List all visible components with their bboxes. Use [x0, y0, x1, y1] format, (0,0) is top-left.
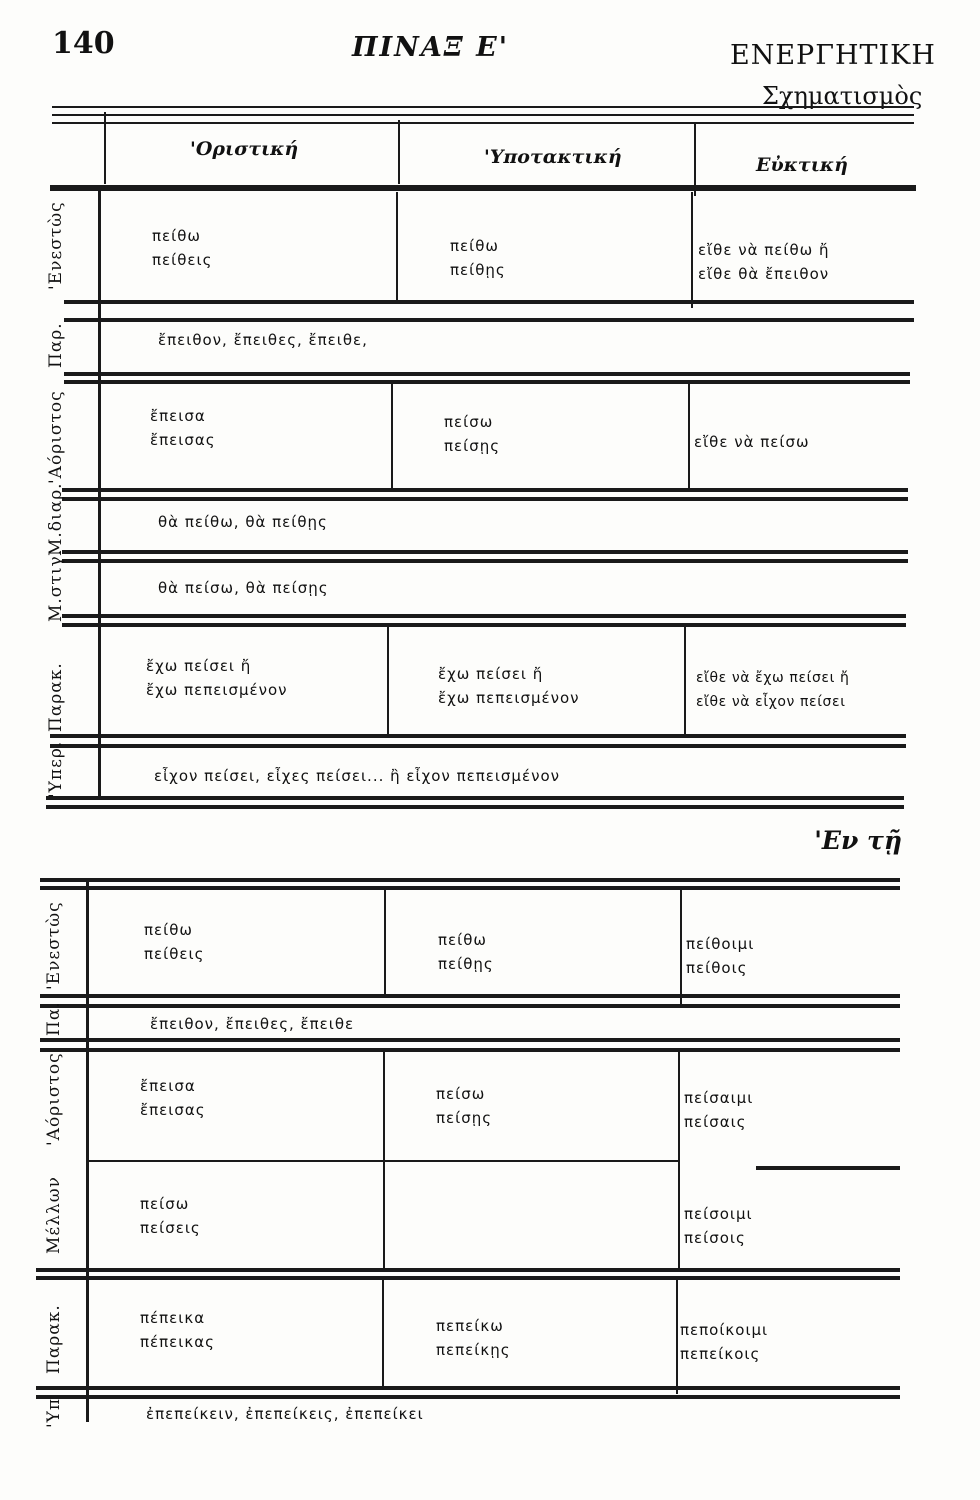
row-label-imperfect: Παρ.	[46, 322, 66, 368]
aorist-optative	[694, 430, 810, 454]
form-line: ἔπεισας	[150, 431, 216, 449]
present-subjunctive	[450, 234, 506, 282]
aorist-indicative	[140, 1074, 206, 1122]
form-line: ἔχω πείσει ἤ	[146, 657, 252, 675]
form-line: πείσαιμι	[684, 1089, 754, 1107]
present-indicative	[152, 224, 212, 272]
column-header-indicative: 'Οριστική	[190, 138, 299, 160]
form-line: πείσω	[140, 1195, 190, 1213]
voice-heading: ΕΝΕΡΓΗΤΙΚΗ	[730, 40, 936, 71]
column-divider	[387, 623, 389, 734]
imperfect-forms: ἔπειθον, ἔπειθες, ἔπειθε	[150, 1015, 355, 1033]
label-column-divider	[98, 186, 101, 798]
row-rule	[40, 1004, 900, 1008]
form-line: πείθῃς	[450, 261, 506, 279]
row-rule	[40, 1048, 900, 1052]
row-rule	[64, 300, 914, 304]
future-optative	[684, 1202, 753, 1250]
form-line: πείσω	[444, 413, 494, 431]
row-rule	[46, 805, 904, 809]
column-divider	[678, 1048, 680, 1268]
form-line: πείθω	[438, 931, 487, 949]
perfect-subjunctive	[436, 1314, 511, 1362]
column-divider	[688, 380, 690, 488]
page-number: 140	[52, 26, 115, 61]
row-label-aorist: 'Αόριστος	[44, 1052, 64, 1146]
form-line: πεπείκω	[436, 1317, 504, 1335]
form-line: ἔχω πείσει ἤ	[438, 665, 544, 683]
present-optative	[686, 932, 754, 980]
form-line: εἴθε θὰ ἔπειθον	[698, 265, 830, 283]
row-rule	[50, 185, 916, 191]
row-rule	[46, 796, 904, 800]
form-line: εἴθε νὰ πείθω ἤ	[698, 241, 830, 259]
column-divider	[382, 1278, 384, 1386]
row-rule	[50, 744, 906, 748]
future-continuous-forms: θὰ πείθω, θὰ πείθῃς	[158, 513, 328, 531]
form-line: εἴθε νὰ εἶχον πείσει	[696, 694, 846, 710]
row-rule	[62, 550, 908, 554]
column-divider	[398, 120, 400, 184]
form-line: πείσοις	[684, 1229, 746, 1247]
form-line: ἔπεισας	[140, 1101, 206, 1119]
imperfect-forms: ἔπειθον, ἔπειθες, ἔπειθε,	[158, 331, 368, 349]
row-label-pluperfect: 'Υπερ.	[46, 740, 66, 798]
aorist-subjunctive	[436, 1082, 492, 1130]
form-line: ἔχω πεπεισμένον	[146, 681, 288, 699]
header-rule	[52, 106, 914, 108]
column-divider	[396, 192, 398, 300]
row-rule	[756, 1166, 900, 1170]
form-line: πείθεις	[152, 251, 213, 269]
row-rule	[64, 380, 910, 384]
row-rule	[36, 1386, 900, 1390]
column-header-subjunctive: 'Υποτακτική	[484, 146, 622, 168]
form-line: πείσῃς	[436, 1109, 493, 1127]
form-line: πέπεικα	[140, 1309, 206, 1327]
form-line: εἴθε νὰ ἔχω πείσει ἤ	[696, 670, 850, 686]
column-header-optative: Εὐκτική	[756, 154, 848, 176]
form-line: πέπεικας	[140, 1333, 215, 1351]
form-line: πείθω	[152, 227, 201, 245]
form-line: ἔπεισα	[150, 407, 206, 425]
row-label-perfect: Παρακ.	[46, 662, 66, 732]
row-rule	[36, 1395, 900, 1399]
form-line: πείσεις	[140, 1219, 201, 1237]
row-label-aorist: 'Αόριστος	[46, 390, 66, 484]
row-rule	[62, 488, 908, 492]
perfect-indicative	[140, 1306, 215, 1354]
label-column-divider	[86, 880, 89, 1422]
perfect-subjunctive	[438, 662, 580, 710]
row-label-future: Μέλλων	[44, 1176, 64, 1254]
perfect-optative	[696, 666, 849, 714]
form-line: πεπείκοις	[680, 1345, 761, 1363]
katharevousa-heading: 'Εν τῇ	[814, 826, 902, 855]
perfect-optative	[680, 1318, 768, 1366]
present-optative	[698, 238, 830, 286]
form-line: πεποίκοιμι	[680, 1321, 769, 1339]
form-line: πείθω	[144, 921, 193, 939]
aorist-indicative	[150, 404, 216, 452]
pluperfect-forms: εἶχον πείσει, εἶχες πείσει... ἢ εἶχον πεπεισμένον	[154, 767, 561, 785]
column-divider	[383, 1048, 385, 1268]
row-rule	[62, 497, 908, 501]
row-rule	[62, 559, 908, 563]
row-label-future-simple: Μ.στιγ.	[46, 548, 66, 622]
row-rule	[36, 1276, 900, 1280]
row-rule	[40, 886, 900, 890]
form-line: εἴθε νὰ πείσω	[694, 433, 810, 451]
column-divider	[676, 1278, 678, 1394]
form-line: ἔπεισα	[140, 1077, 196, 1095]
form-line: ἔχω πεπεισμένον	[438, 689, 580, 707]
form-line: πείθεις	[144, 945, 205, 963]
form-line: πείθῃς	[438, 955, 494, 973]
row-label-present: 'Ενεστὼς	[46, 201, 66, 290]
row-label-imperfect: Πα.	[44, 1001, 64, 1036]
form-line: πείσαις	[684, 1113, 747, 1131]
form-line: πεπείκῃς	[436, 1341, 511, 1359]
aorist-subjunctive	[444, 410, 500, 458]
row-label-future-continuous: Μ.διαρ.	[46, 482, 66, 556]
row-label-perfect: Παρακ.	[44, 1304, 64, 1374]
row-rule	[62, 623, 906, 627]
column-divider	[384, 886, 386, 994]
row-rule	[62, 614, 906, 618]
row-rule	[64, 318, 914, 322]
present-indicative	[144, 918, 204, 966]
section-heading: Σχηματισμὸς	[762, 82, 923, 110]
column-divider	[104, 112, 106, 184]
row-rule	[40, 994, 900, 998]
header-rule	[52, 114, 914, 116]
form-line: πείσῃς	[444, 437, 501, 455]
aorist-optative	[684, 1086, 753, 1134]
future-indicative	[140, 1192, 201, 1240]
table-title: ΠΙΝΑΞ Ε'	[352, 32, 510, 63]
row-rule	[36, 1268, 900, 1272]
column-divider	[391, 380, 393, 488]
column-divider	[684, 623, 686, 734]
form-line: πείθω	[450, 237, 499, 255]
column-divider	[680, 886, 682, 1004]
form-line: πείθοις	[686, 959, 748, 977]
future-simple-forms: θὰ πείσω, θὰ πείσῃς	[158, 579, 329, 597]
row-rule	[40, 878, 900, 882]
present-subjunctive	[438, 928, 494, 976]
row-label-pluperfect: 'Υπ	[44, 1397, 64, 1428]
form-line: πείσω	[436, 1085, 486, 1103]
row-label-present: 'Ενεστὼς	[44, 901, 64, 990]
column-divider	[691, 192, 693, 308]
pluperfect-forms: ἐπεπείκειν, ἐπεπείκεις, ἐπεπείκει	[146, 1405, 424, 1423]
form-line: πείθοιμι	[686, 935, 755, 953]
row-rule	[64, 372, 910, 376]
header-rule	[52, 122, 914, 124]
row-rule	[50, 734, 906, 738]
form-line: πείσοιμι	[684, 1205, 753, 1223]
row-rule	[40, 1038, 900, 1042]
perfect-indicative	[146, 654, 288, 702]
